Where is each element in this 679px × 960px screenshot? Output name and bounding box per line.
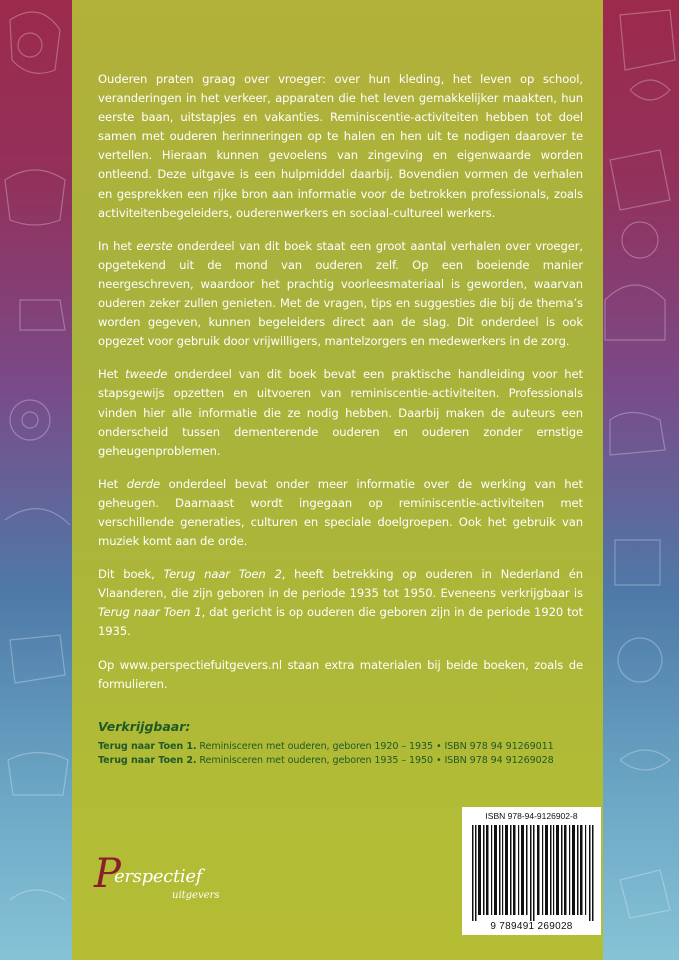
isbn-label: ISBN 978-94-9126902-8: [485, 811, 578, 821]
logo-initial: P: [94, 851, 121, 897]
publisher-sub: uitgevers: [172, 890, 220, 901]
paragraph-website: Op www.perspectiefuitgevers.nl staan extra materialen bij beide boeken, zoals de formulieren.: [98, 657, 583, 691]
barcode-bars: [472, 825, 594, 921]
paragraph-part-three: Het derde onderdeel bevat onder meer informatie over de werking van het geheugen. Daarnaast wordt ingegaan op reminiscentie-activiteiten met verschillende generaties, culturen en speciale doelgroepen. Ook het gebruik van muziek komt aan de orde.: [98, 476, 583, 549]
publisher-name: erspectief: [114, 866, 203, 887]
paragraph-book-scope: Dit boek, Terug naar Toen 2, heeft betrekking op ouderen in Nederland én Vlaanderen, die zijn geboren in de periode 1935 tot 1950. Eveneens verkrijgbaar is Terug naar Toen 1, dat gericht is op ouderen die geboren zijn in de periode 1920 tot 1935.: [98, 567, 583, 639]
publisher-logo: [94, 851, 234, 918]
paragraph-part-one: In het eerste onderdeel van dit boek staat een groot aantal verhalen over vroeger, opgetekend uit de mond van ouderen zelf. Op een boeiende manier neergeschreven, waardoor het prachtig voorleesmateriaal is geworden, waarvan ouderen zeker zullen genieten. Met de vragen, tips en suggesties die bij de thema’s worden gegeven, kunnen begeleiders direct aan de slag. Dit onderdeel is ook opgezet voor gebruik door vrijwilligers, mantelzorgers en medewerkers in de zorg.: [98, 238, 583, 349]
back-cover-text: [98, 70, 583, 708]
availability-line: Terug naar Toen 2. Reminisceren met ouderen, geboren 1935 – 1950 • ISBN 978 94 91269028: [98, 755, 554, 766]
paragraph-intro: Ouderen praten graag over vroeger: over hun kleding, het leven op school, veranderingen in het verkeer, apparaten die het leven gemakkelijker maakten, hun eerste baan, uitstapjes en vakanties. Reminiscentie-activiteiten hebben tot doel samen met ouderen herinneringen op te halen en hen uit te nodigen daarover te vertellen. Hieraan kunnen gevoelens van zingeving en eigenwaarde worden ontleend. Deze uitgave is een hulpmiddel daarbij. Bovendien vormen de verhalen en gesprekken een rijke bron aan informatie voor de betrokken professionals, zoals activiteitenbegeleiders, ouderenwerkers en sociaal-cultureel werkers.: [98, 72, 583, 220]
barcode-digits: 9 789491 269028: [490, 921, 573, 932]
availability-heading: Verkrijgbaar:: [98, 719, 191, 734]
paragraph-part-two: Het tweede onderdeel van dit boek bevat een praktische handleiding voor het stapsgewijs opzetten en uitvoeren van reminiscentie-activiteiten. Professionals vinden hier alle informatie die ze nodig hebben. Daarbij maken de auteurs een onderscheid tussen dementerende ouderen en ouderen zonder ernstige geheugenproblemen.: [98, 367, 583, 458]
barcode-block: [462, 807, 601, 935]
availability-line: Terug naar Toen 1. Reminisceren met ouderen, geboren 1920 – 1935 • ISBN 978 94 91269011: [98, 741, 554, 752]
availability-section: [98, 719, 598, 768]
